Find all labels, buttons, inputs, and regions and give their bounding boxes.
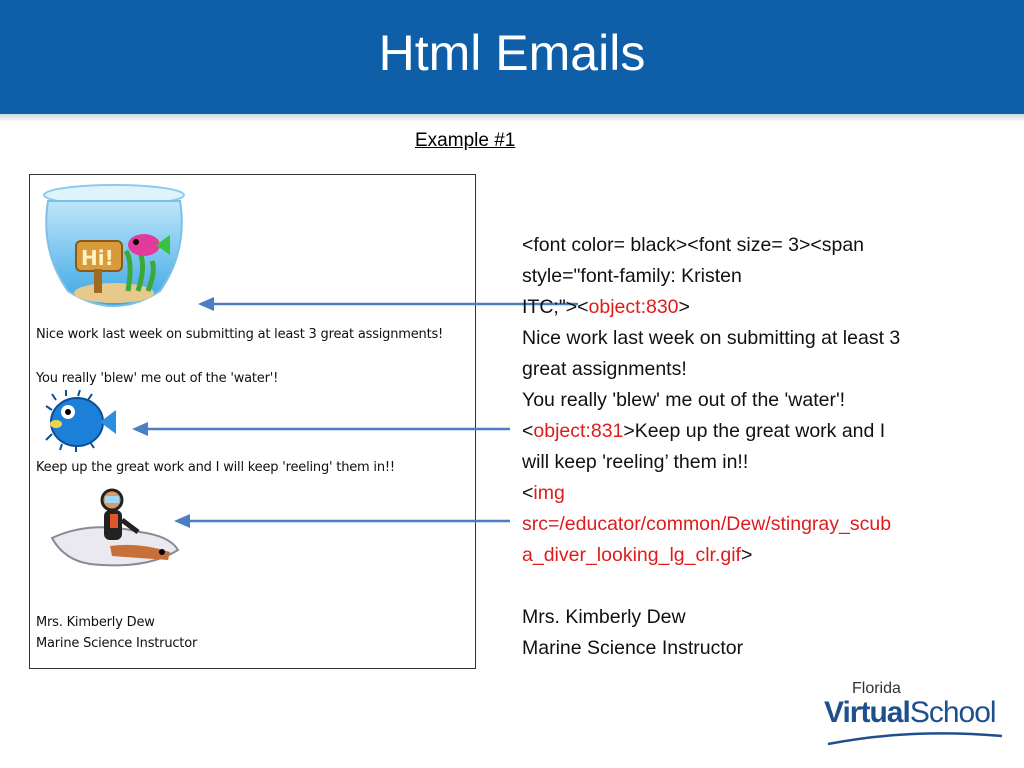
logo-school-text: School — [909, 696, 996, 729]
logo-virtual-text: Virtual — [824, 696, 910, 729]
html-source-text — [522, 230, 992, 664]
code-blank-line — [522, 571, 992, 602]
object-831-tag: object:831 — [533, 420, 624, 442]
code-signature-title: Marine Science Instructor — [522, 637, 744, 659]
slide-title: Html Emails — [378, 25, 646, 81]
code-line-2: style="font-family: Kristen — [522, 265, 742, 287]
signature-name: Mrs. Kimberly Dew — [36, 615, 155, 630]
img-filename: a_diver_looking_lg_clr.gif — [522, 544, 741, 566]
object-830-tag: object:830 — [588, 296, 679, 318]
email-line-2: You really 'blew' me out of the 'water'! — [36, 371, 279, 386]
logo-florida-text: Florida — [852, 680, 901, 697]
code-line-6: You really 'blew' me out of the 'water'! — [522, 389, 846, 411]
signature-title: Marine Science Instructor — [36, 636, 198, 651]
email-line-3: Keep up the great work and I will keep 'reeling' them in!! — [36, 460, 395, 475]
bowl-sign-text: Hi! — [81, 246, 114, 270]
logo-swoosh — [820, 726, 1010, 748]
code-line-4: Nice work last week on submitting at least 3 — [522, 327, 901, 349]
code-line-5: great assignments! — [522, 358, 687, 380]
example-subtitle: Example #1 — [415, 130, 516, 151]
code-line-8: will keep 'reeling’ them in!! — [522, 451, 749, 473]
code-line-10: src=/educator/common/Dew/stingray_scub — [522, 513, 892, 535]
florida-virtual-school-logo — [820, 680, 1010, 750]
code-line-7: <object:831>Keep up the great work and I — [522, 420, 886, 442]
code-line-3: ITC;"><object:830> — [522, 296, 690, 318]
code-line-11: a_diver_looking_lg_clr.gif> — [522, 544, 753, 566]
email-line-1: Nice work last week on submitting at least 3 great assignments! — [36, 327, 444, 342]
code-signature-name: Mrs. Kimberly Dew — [522, 606, 686, 628]
code-line-1: <font color= black><font size= 3><span — [522, 234, 865, 256]
img-tag: img — [533, 482, 565, 504]
code-line-9: <img — [522, 482, 565, 504]
